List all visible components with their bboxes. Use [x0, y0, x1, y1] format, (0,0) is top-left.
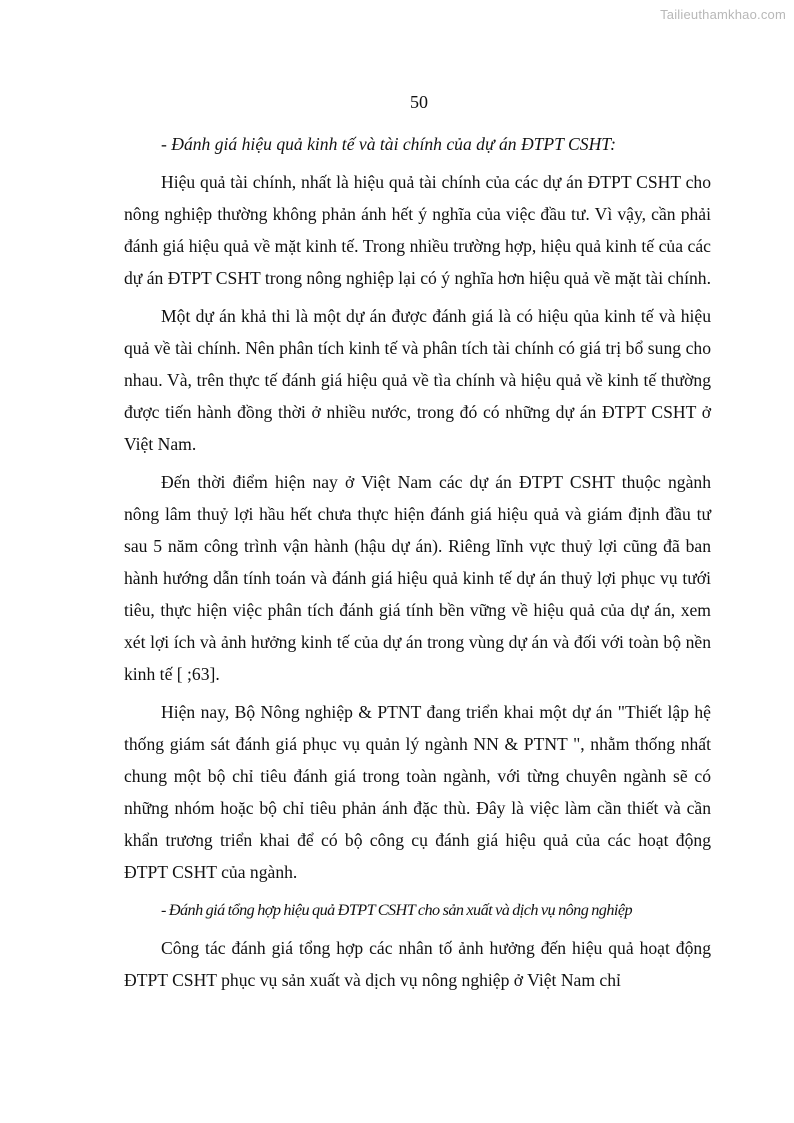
- paragraph-financial-efficiency: Hiệu quả tài chính, nhất là hiệu quả tài chính của các dự án ĐTPT CSHT cho nông nghiệp thường không phản ánh hết ý nghĩa của việc đầu tư. Vì vậy, cần phải đánh giá hiệu quả về mặt kinh tế. Trong nhiều trường hợp, hiệu quả kinh tế của các dự án ĐTPT CSHT trong nông nghiệp lại có ý nghĩa hơn hiệu quả về mặt tài chính.: [124, 172, 711, 288]
- paragraph-current-status: Đến thời điểm hiện nay ở Việt Nam các dự án ĐTPT CSHT thuộc ngành nông lâm thuỷ lợi hầu hết chưa thực hiện đánh giá hiệu quả và giám định đầu tư sau 5 năm công trình vận hành (hậu dự án). Riêng lĩnh vực thuỷ lợi cũng đã ban hành hướng dẫn tính toán và đánh giá hiệu quả kinh tế dự án thuỷ lợi phục vụ tưới tiêu, thực hiện việc phân tích đánh giá tính bền vững về hiệu quả của dự án, xem xét lợi ích và ảnh hưởng kinh tế của dự án trong vùng dự án và đối với toàn bộ nền kinh tế [ ;63].: [124, 472, 711, 684]
- paragraph-ministry-project: Hiện nay, Bộ Nông nghiệp & PTNT đang triển khai một dự án "Thiết lập hệ thống giám sát đánh giá phục vụ quản lý ngành NN & PTNT ", nhằm thống nhất chung một bộ chỉ tiêu đánh giá trong toàn ngành, với từng chuyên ngành sẽ có những nhóm hoặc bộ chỉ tiêu phản ánh đặc thù. Đây là việc làm cần thiết và cần khẩn trương triển khai để có bộ công cụ đánh giá hiệu quả của các hoạt động ĐTPT CSHT của ngành.: [124, 702, 711, 882]
- section-heading-overall-evaluation: - Đánh giá tổng hợp hiệu quả ĐTPT CSHT cho sản xuất và dịch vụ nông nghiệp: [161, 901, 633, 919]
- watermark: Tailieuthamkhao.com: [660, 7, 786, 22]
- document-body: [124, 128, 711, 1002]
- section-heading-economic-financial: - Đánh giá hiệu quả kinh tế và tài chính của dự án ĐTPT CSHT:: [161, 134, 616, 154]
- page-number: 50: [410, 92, 428, 112]
- paragraph-overall-evaluation: Công tác đánh giá tổng hợp các nhân tố ảnh hưởng đến hiệu quả hoạt động ĐTPT CSHT phục vụ sản xuất và dịch vụ nông nghiệp ở Việt Nam chỉ: [124, 938, 711, 990]
- paragraph-feasible-project: Một dự án khả thi là một dự án được đánh giá là có hiệu qủa kinh tế và hiệu quả về tài chính. Nên phân tích kinh tế và phân tích tài chính có giá trị bổ sung cho nhau. Và, trên thực tế đánh giá hiệu quả về tìa chính và hiệu quả về kinh tế thường được tiến hành đồng thời ở nhiều nước, trong đó có những dự án ĐTPT CSHT ở Việt Nam.: [124, 306, 711, 454]
